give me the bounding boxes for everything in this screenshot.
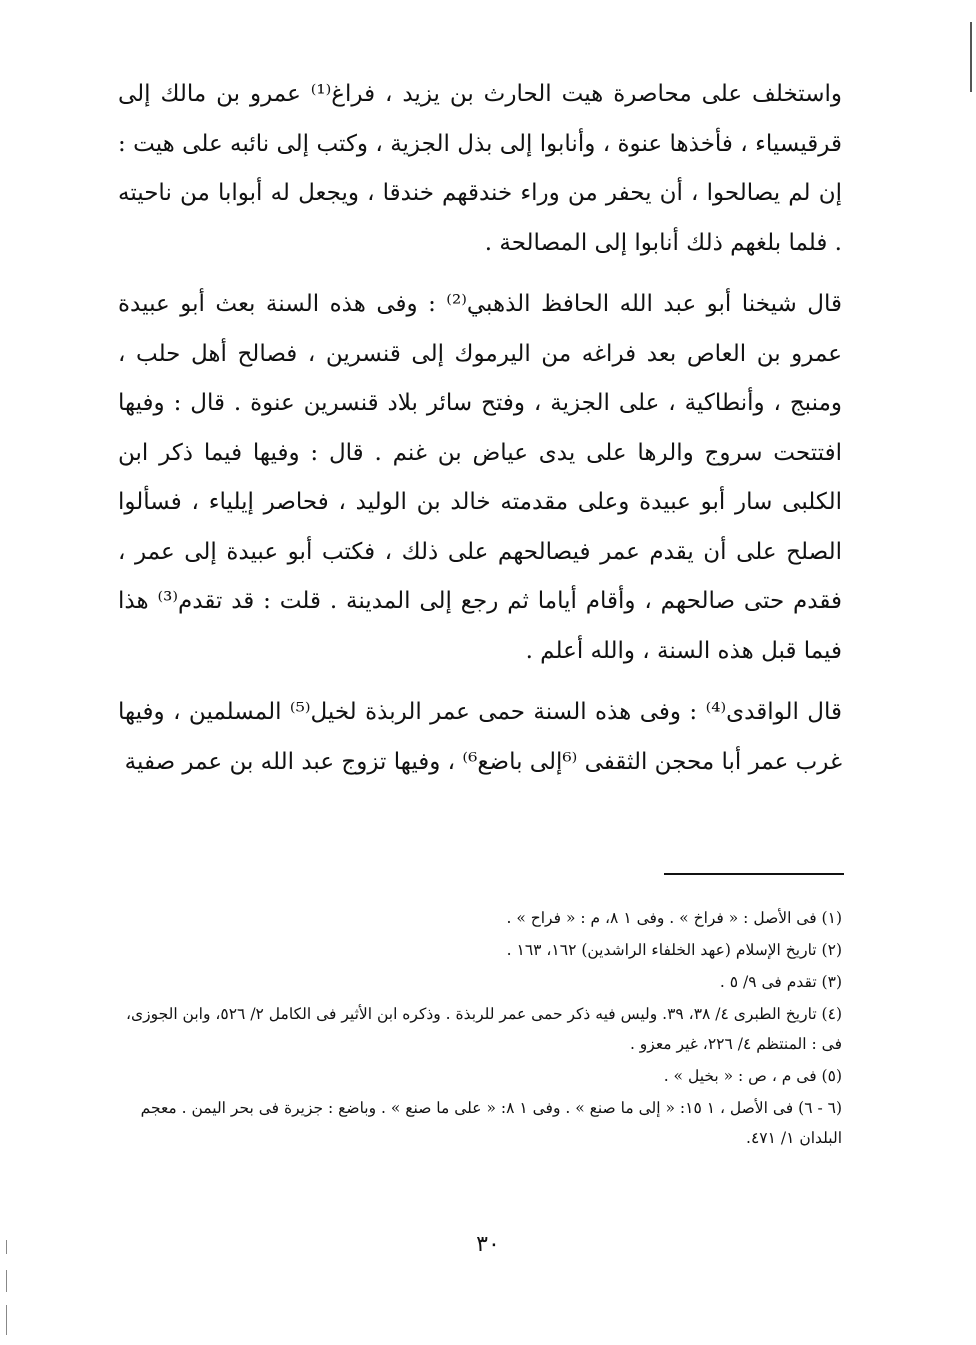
- footnote-2: (٢) تاريخ الإسلام (عهد الخلفاء الراشدين) ١٦٢، ١٦٣ .: [506, 941, 842, 959]
- paragraph-2: قال شيخنا أبو عبد الله الحافظ الذهبي⁽²⁾ : وفى هذه السنة بعث أبو عبيدة عمرو بن العاص بعد فراغه من اليرموك إلى قنسرين ، فصالح أهل حلب ، ومنبج ، وأنطاكية ، على الجزية ، وفتح سائر بلاد قنسرين عنوة . قال : وفيها افتتحت سروج والرها على يدى عياض بن غنم . قال : وفيها فيما ذكر ابن الكلبى سار أبو عبيدة وعلى مقدمته خالد بن الوليد ، فحاصر إيلياء ، فسألوا الصلح على أن يقدم عمر فيصالحهم على ذلك ، فكتب أبو عبيدة إلى عمر ، فقدم حتى صالحهم ، وأقام أياما ثم رجع إلى المدينة . قلت : قد تقدم⁽³⁾ هذا فيما قبل هذه السنة ، والله أعلم .: [118, 291, 842, 664]
- scan-edge-mark: [6, 1270, 7, 1292]
- footnote-4: (٤) تاريخ الطبرى ٤/ ٣٨، ٣٩. وليس فيه ذكر حمى عمر للربذة . وذكره ابن الأثير فى الكامل ٢/ ٥٢٦، وابن الجوزى، فى : المنتظم ٤/ ٢٢٦، غير معزو .: [125, 1005, 842, 1053]
- scan-edge-mark: [6, 1305, 7, 1335]
- footnote-1: (١) فى الأصل : « فراخ » . وفى ١ ٨، م : « فراح » .: [506, 909, 842, 927]
- footnotes: [118, 903, 842, 1155]
- footnote-separator: [664, 873, 844, 875]
- paragraph-1: واستخلف على محاصرة هيت الحارث بن يزيد ، فراغ⁽¹⁾ عمرو بن مالك إلى قرقيسياء ، فأخذها عنوة ، وأنابوا إلى بذل الجزية ، وكتب إلى نائبه على هيت : إن لم يصالحوا ، أن يحفر من وراء خندقهم خندقا ، ويجعل له أبوابا من ناحيته . فلما بلغهم ذلك أنابوا إلى المصالحة .: [118, 81, 842, 256]
- footnote-6: (٦ - ٦) فى الأصل ، ١ ١٥: « إلى ما صنع » . وفى ١ ٨: « على ما صنع » . وباضع : جزيرة فى بحر اليمن . معجم البلدان ١/ ٤٧١.: [140, 1099, 842, 1147]
- scan-edge-mark: [970, 22, 972, 92]
- footnote-5: (٥) فى م ، ص : « بخيل » .: [663, 1067, 842, 1085]
- main-text: [118, 70, 842, 787]
- page-number: ٣٠: [476, 1232, 500, 1257]
- paragraph-3: قال الواقدى⁽⁴⁾ : وفى هذه السنة حمى عمر الربذة لخيل⁽⁵⁾ المسلمين ، وفيها غرب عمر أبا محجن الثقفى ⁽⁶إلى باضع⁶⁾ ، وفيها تزوج عبد الله بن عمر صفية: [118, 699, 842, 775]
- footnote-3: (٣) تقدم فى ٩/ ٥ .: [719, 973, 842, 991]
